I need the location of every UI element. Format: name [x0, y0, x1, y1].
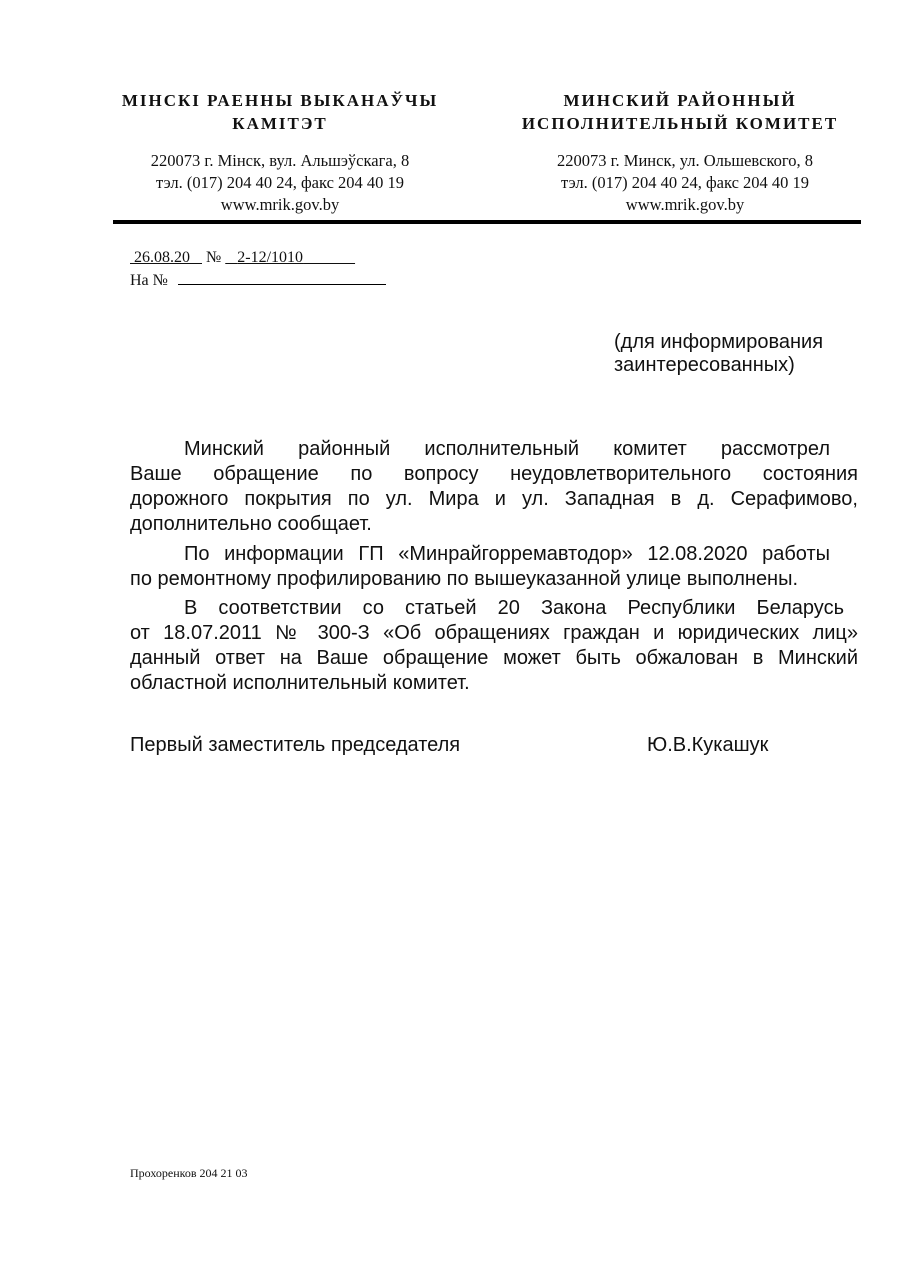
signatory-name: Ю.В.Кукашук	[647, 734, 769, 756]
org-name-ru-line1: МИНСКИЙ РАЙОННЫЙ	[563, 91, 797, 110]
org-name-ru-line2: ИСПОЛНИТЕЛЬНЫЙ КОМИТЕТ	[521, 114, 839, 133]
addressee-line1: (для информирования	[614, 331, 824, 353]
header-left-contacts	[100, 150, 460, 216]
website-be: www.mrik.gov.by	[220, 195, 340, 214]
phone-ru: тэл. (017) 204 40 24, факс 204 40 19	[560, 173, 810, 192]
org-name-be-line1: МІНСКІ РАЕННЫ ВЫКАНАЎЧЫ	[121, 91, 439, 110]
website-ru: www.mrik.gov.by	[625, 195, 745, 214]
addressee	[614, 331, 823, 377]
executor-contact: Прохоренков 204 21 03	[130, 1166, 248, 1180]
body-line: от 18.07.2011 № 300-З «Об обращениях граждан и юридических лиц»	[130, 622, 858, 644]
phone-be: тэл. (017) 204 40 24, факс 204 40 19	[155, 173, 405, 192]
addressee-line2: заинтересованных)	[614, 354, 795, 376]
body-line: данный ответ на Ваше обращение может быть обжалован в Минский	[130, 647, 858, 669]
signatory-position: Первый заместитель председателя	[130, 734, 461, 756]
body-line: В соответствии со статьей 20 Закона Республики Беларусь	[184, 597, 844, 619]
body-line: Ваше обращение по вопросу неудовлетворительного состояния	[130, 463, 858, 485]
reply-number-label: На №	[130, 272, 168, 289]
body-line: Минский районный исполнительный комитет рассмотрел	[184, 438, 830, 460]
address-be: 220073 г. Мінск, вул. Альшэўскага, 8	[150, 151, 410, 170]
letter-number: 2-12/1010	[237, 249, 304, 266]
body-line: По информации ГП «Минрайгорремавтодор» 12.08.2020 работы	[184, 543, 830, 565]
header-right-org	[500, 89, 860, 135]
header-divider	[113, 220, 861, 224]
letter-date: 26.08.20	[134, 249, 190, 266]
incoming-reference	[130, 270, 386, 290]
body-line: дополнительно сообщает.	[130, 513, 372, 535]
header-left-org	[100, 89, 460, 135]
body-line: областной исполнительный комитет.	[130, 672, 470, 694]
org-name-be-line2: КАМІТЭТ	[232, 114, 328, 133]
reply-number-blank	[178, 270, 386, 285]
body-line: дорожного покрытия по ул. Мира и ул. Западная в д. Серафимово,	[130, 488, 858, 510]
outgoing-reference	[130, 249, 355, 267]
number-label: №	[206, 249, 222, 266]
address-ru: 220073 г. Минск, ул. Ольшевского, 8	[557, 151, 813, 170]
body-line: по ремонтному профилированию по вышеуказанной улице выполнены.	[130, 568, 799, 590]
header-right-contacts	[500, 150, 870, 216]
